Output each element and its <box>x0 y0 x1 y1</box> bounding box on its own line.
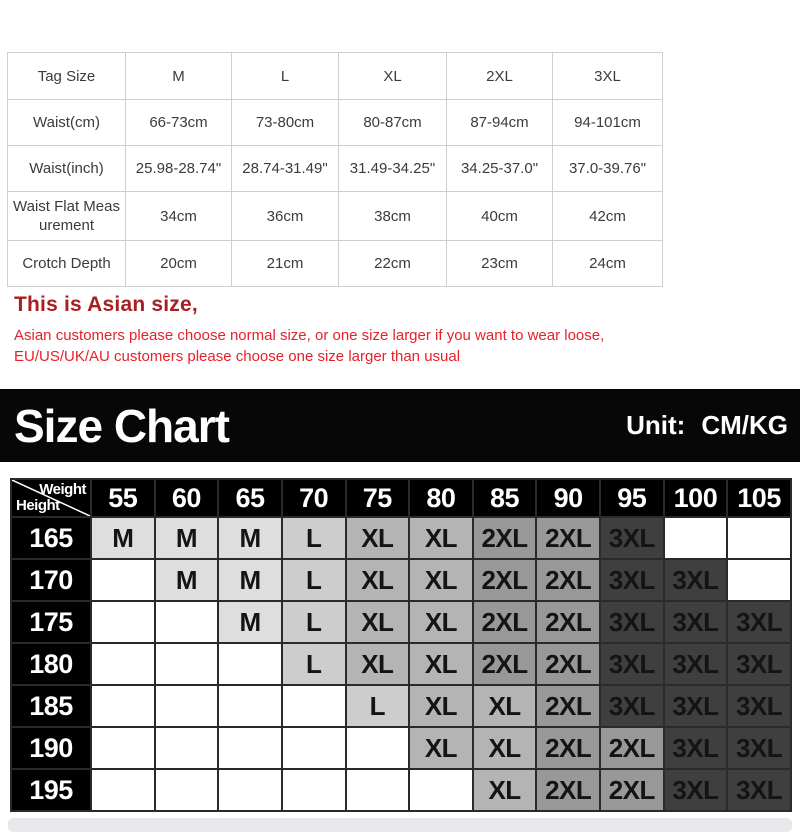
size-cell: XL <box>410 602 474 644</box>
banner-title: Size Chart <box>14 399 229 452</box>
height-row <box>12 644 792 686</box>
spec-cell: 38cm <box>339 192 447 241</box>
size-cell: XL <box>410 644 474 686</box>
spec-cell: 66-73cm <box>126 100 232 146</box>
size-cell: 3XL <box>728 644 792 686</box>
weights-header-row <box>12 480 792 518</box>
height-header-cell: 185 <box>12 686 92 728</box>
size-cell: 2XL <box>474 518 538 560</box>
size-cell: XL <box>410 728 474 770</box>
spec-cell: 34.25-37.0" <box>447 146 553 192</box>
spec-cell: 94-101cm <box>553 100 663 146</box>
height-header-cell: 195 <box>12 770 92 812</box>
height-row <box>12 518 792 560</box>
weight-header-cell: 55 <box>92 480 156 518</box>
size-cell: XL <box>410 560 474 602</box>
size-cell-empty <box>410 770 474 812</box>
size-cell: 3XL <box>728 602 792 644</box>
size-cell-empty <box>92 770 156 812</box>
notice-heading: This is Asian size, <box>14 293 198 316</box>
corner-height-label: Height <box>16 497 60 514</box>
size-cell: 2XL <box>601 728 665 770</box>
size-cell-empty <box>283 686 347 728</box>
size-cell: L <box>283 644 347 686</box>
size-cell-empty <box>728 518 792 560</box>
size-cell: XL <box>474 770 538 812</box>
height-header-cell: 180 <box>12 644 92 686</box>
horizontal-scrollbar[interactable] <box>8 818 792 832</box>
weight-header-cell: 80 <box>410 480 474 518</box>
size-cell-empty <box>92 644 156 686</box>
size-cell: XL <box>410 686 474 728</box>
size-chart-banner <box>0 389 800 462</box>
height-row <box>12 686 792 728</box>
size-cell: XL <box>474 686 538 728</box>
size-cell: 2XL <box>601 770 665 812</box>
spec-row <box>8 241 663 287</box>
size-cell-empty <box>92 560 156 602</box>
size-cell: 3XL <box>601 686 665 728</box>
notice-line-2: EU/US/UK/AU customers please choose one size larger than usual <box>14 348 461 365</box>
size-cell: 2XL <box>537 728 601 770</box>
spec-cell: 28.74-31.49" <box>232 146 339 192</box>
spec-cell: XL <box>339 53 447 100</box>
size-cell: M <box>156 518 220 560</box>
height-header-cell: 165 <box>12 518 92 560</box>
height-row <box>12 770 792 812</box>
size-cell: 3XL <box>601 602 665 644</box>
spec-cell: 23cm <box>447 241 553 287</box>
weight-header-cell: 75 <box>347 480 411 518</box>
size-cell: M <box>219 518 283 560</box>
weight-header-cell: 65 <box>219 480 283 518</box>
size-cell: L <box>283 518 347 560</box>
size-cell: 3XL <box>601 518 665 560</box>
spec-row-label: Tag Size <box>8 53 126 100</box>
corner-weight-label: Weight <box>39 481 86 498</box>
spec-cell: 42cm <box>553 192 663 241</box>
height-header-cell: 170 <box>12 560 92 602</box>
size-cell-empty <box>219 686 283 728</box>
spec-cell: 80-87cm <box>339 100 447 146</box>
notice-line-1: Asian customers please choose normal size, or one size larger if you want to wear loose, <box>14 327 605 344</box>
spec-row-label: Waist(inch) <box>8 146 126 192</box>
spec-cell: L <box>232 53 339 100</box>
height-row <box>12 728 792 770</box>
size-cell-empty <box>728 560 792 602</box>
size-cell: 2XL <box>474 560 538 602</box>
size-cell: 2XL <box>474 602 538 644</box>
spec-row <box>8 53 663 100</box>
size-cell: 3XL <box>665 728 729 770</box>
size-cell-empty <box>219 728 283 770</box>
size-cell-empty <box>283 770 347 812</box>
size-cell: XL <box>474 728 538 770</box>
size-cell-empty <box>219 770 283 812</box>
size-cell-empty <box>156 770 220 812</box>
size-cell: 2XL <box>537 602 601 644</box>
height-row <box>12 560 792 602</box>
size-cell-empty <box>92 686 156 728</box>
spec-cell: 21cm <box>232 241 339 287</box>
spec-row <box>8 146 663 192</box>
spec-cell: 87-94cm <box>447 100 553 146</box>
size-cell: XL <box>410 518 474 560</box>
size-cell: 2XL <box>537 770 601 812</box>
size-cell: 3XL <box>728 728 792 770</box>
size-cell: 2XL <box>537 518 601 560</box>
size-cell: 3XL <box>665 602 729 644</box>
size-cell: 3XL <box>728 686 792 728</box>
size-cell-empty <box>156 644 220 686</box>
size-cell: M <box>92 518 156 560</box>
spec-cell: 73-80cm <box>232 100 339 146</box>
size-cell: 3XL <box>665 560 729 602</box>
weight-header-cell: 85 <box>474 480 538 518</box>
height-row <box>12 602 792 644</box>
spec-row-label: Waist Flat Measurement <box>8 192 126 241</box>
size-cell: XL <box>347 560 411 602</box>
spec-cell: 34cm <box>126 192 232 241</box>
height-header-cell: 190 <box>12 728 92 770</box>
size-cell: 2XL <box>537 644 601 686</box>
size-cell: 3XL <box>728 770 792 812</box>
size-cell: L <box>347 686 411 728</box>
size-cell-empty <box>347 728 411 770</box>
weight-header-cell: 70 <box>283 480 347 518</box>
size-cell: XL <box>347 602 411 644</box>
size-cell-empty <box>92 728 156 770</box>
weight-header-cell: 95 <box>601 480 665 518</box>
spec-row-label: Waist(cm) <box>8 100 126 146</box>
spec-row <box>8 192 663 241</box>
unit-value: CM/KG <box>701 410 788 440</box>
spec-cell: 24cm <box>553 241 663 287</box>
asian-size-notice <box>14 293 784 367</box>
spec-cell: 37.0-39.76" <box>553 146 663 192</box>
spec-cell: 3XL <box>553 53 663 100</box>
size-cell: 3XL <box>601 644 665 686</box>
size-cell-empty <box>347 770 411 812</box>
size-cell-empty <box>92 602 156 644</box>
size-cell: 2XL <box>537 560 601 602</box>
size-cell: XL <box>347 644 411 686</box>
spec-cell: 36cm <box>232 192 339 241</box>
size-cell: M <box>219 560 283 602</box>
weight-header-cell: 90 <box>537 480 601 518</box>
size-cell: 3XL <box>665 644 729 686</box>
weight-header-cell: 100 <box>665 480 729 518</box>
size-cell: 3XL <box>665 770 729 812</box>
weight-header-cell: 105 <box>728 480 792 518</box>
size-cell: L <box>283 560 347 602</box>
spec-cell: 2XL <box>447 53 553 100</box>
spec-cell: 20cm <box>126 241 232 287</box>
size-cell-empty <box>156 686 220 728</box>
size-cell-empty <box>156 602 220 644</box>
height-weight-corner-cell <box>12 480 92 518</box>
size-matrix-table <box>10 478 792 812</box>
size-cell: XL <box>347 518 411 560</box>
size-cell: L <box>283 602 347 644</box>
size-cell-empty <box>665 518 729 560</box>
spec-cell: M <box>126 53 232 100</box>
unit-label: Unit: <box>626 410 686 440</box>
size-cell: 3XL <box>665 686 729 728</box>
size-cell: M <box>156 560 220 602</box>
size-cell: 2XL <box>537 686 601 728</box>
spec-row <box>8 100 663 146</box>
size-cell: 2XL <box>474 644 538 686</box>
size-cell: M <box>219 602 283 644</box>
banner-unit <box>626 410 788 441</box>
spec-table <box>7 52 663 287</box>
size-cell-empty <box>219 644 283 686</box>
size-cell-empty <box>156 728 220 770</box>
weight-header-cell: 60 <box>156 480 220 518</box>
height-header-cell: 175 <box>12 602 92 644</box>
spec-row-label: Crotch Depth <box>8 241 126 287</box>
spec-cell: 25.98-28.74" <box>126 146 232 192</box>
spec-cell: 31.49-34.25" <box>339 146 447 192</box>
size-cell: 3XL <box>601 560 665 602</box>
spec-cell: 40cm <box>447 192 553 241</box>
spec-cell: 22cm <box>339 241 447 287</box>
size-cell-empty <box>283 728 347 770</box>
